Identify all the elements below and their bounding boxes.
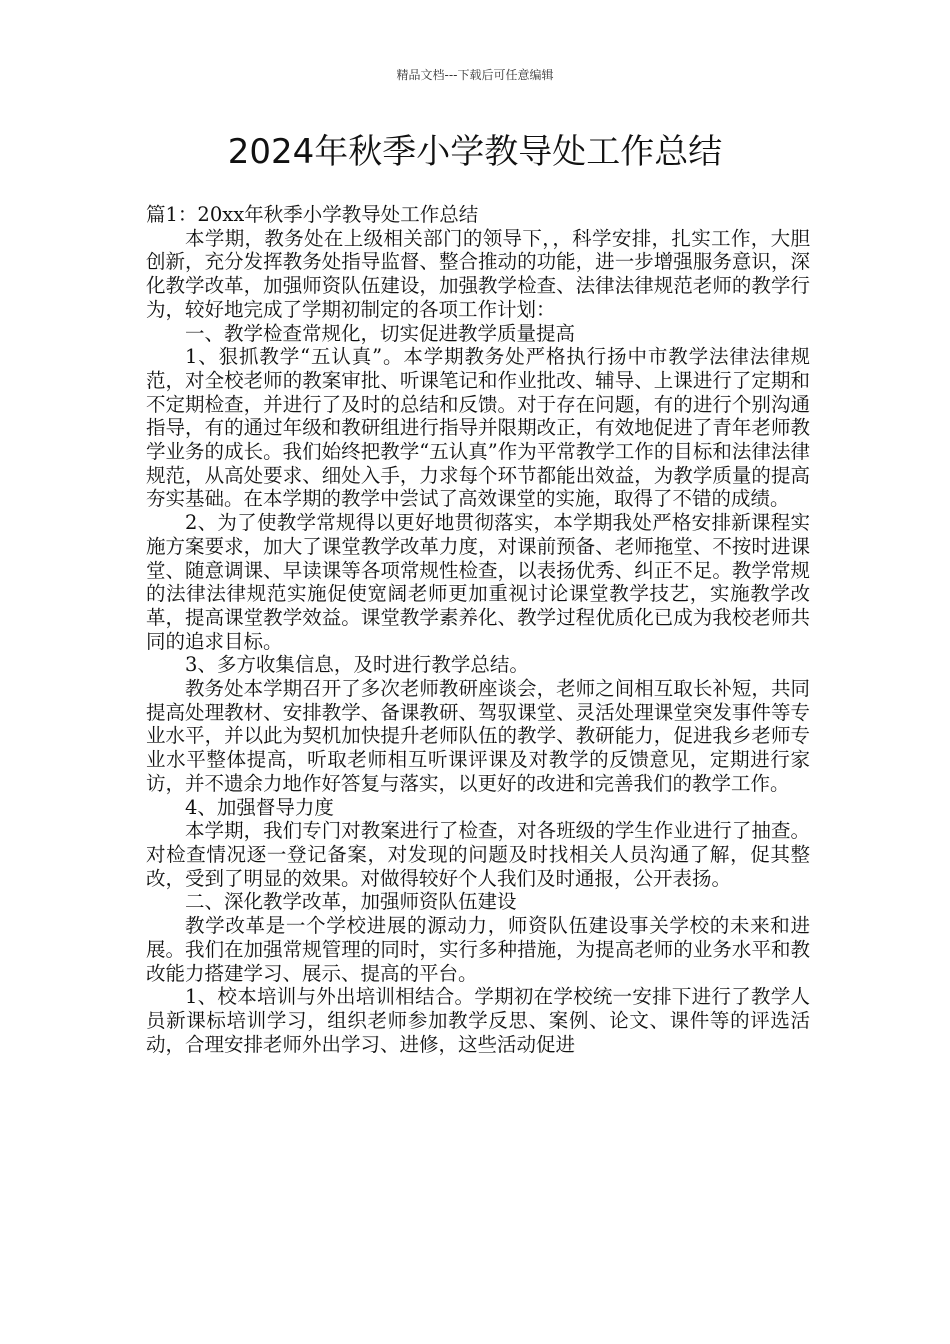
document-title: 2024年秋季小学教导处工作总结 bbox=[227, 132, 723, 172]
section-heading: 二、深化教学改革，加强师资队伍建设 bbox=[185, 890, 517, 914]
body-paragraph: 本学期，教务处在上级相关部门的领导下，，科学安排，扎实工作，大胆创新，充分发挥教务处指导监督、整合推动的功能，进一步增强服务意识，深化教学改革，加强师资队伍建设，加强教学检查、法律法律规范老师的教学行为，较好地完成了学期初制定的各项工作计划： bbox=[146, 226, 810, 321]
page-header: 精品文档---下载后可任意编辑 bbox=[396, 68, 554, 82]
section-heading: 一、教学检查常规化，切实促进教学质量提高 bbox=[185, 321, 576, 345]
subtitle-paragraph: 篇1：20xx年秋季小学教导处工作总结 bbox=[146, 203, 479, 226]
body-paragraph: 1、校本培训与外出培训相结合。学期初在学校统一安排下进行了教学人员新课标培训学习，组织老师参加教学反思、案例、论文、课件等的评选活动，合理安排老师外出学习、进修，这些活动促进 bbox=[146, 985, 810, 1056]
body-paragraph: 2、为了使教学常规得以更好地贯彻落实，本学期我处严格安排新课程实施方案要求，加大了课堂教学改革力度，对课前预备、老师拖堂、不按时进课堂、随意调课、早读课等各项常规性检查，以表扬优秀、纠正不足。教学常规的法律法律规范实施促使宽阔老师更加重视讨论课堂教学技艺，实施教学改革，提高课堂教学效益。课堂教学素养化、教学过程优质化已成为我校老师共同的追求目标。 bbox=[146, 511, 810, 653]
sub-heading: 4、加强督导力度 bbox=[185, 795, 334, 819]
body-paragraph: 本学期，我们专门对教案进行了检查，对各班级的学生作业进行了抽查。对检查情况逐一登记备案，对发现的问题及时找相关人员沟通了解，促其整改，受到了明显的效果。对做得较好个人我们及时通报，公开表扬。 bbox=[146, 819, 810, 890]
document-body bbox=[146, 203, 810, 1056]
body-paragraph: 教学改革是一个学校进展的源动力，师资队伍建设事关学校的未来和进展。我们在加强常规管理的同时，实行多种措施，为提高老师的业务水平和教改能力搭建学习、展示、提高的平台。 bbox=[146, 914, 810, 985]
body-paragraph: 1、狠抓教学“五认真”。本学期教务处严格执行扬中市教学法律法律规范，对全校老师的教案审批、听课笔记和作业批改、辅导、上课进行了定期和不定期检查，并进行了及时的总结和反馈。对于存在问题，有的进行个别沟通指导，有的通过年级和教研组进行指导并限期改正，有效地促进了青年老师教学业务的成长。我们始终把教学“五认真”作为平常教学工作的目标和法律法律规范，从高处要求、细处入手，力求每个环节都能出效益，为教学质量的提高夯实基础。在本学期的教学中尝试了高效课堂的实施，取得了不错的成绩。 bbox=[146, 345, 810, 511]
sub-heading: 3、多方收集信息，及时进行教学总结。 bbox=[185, 653, 529, 677]
body-paragraph: 教务处本学期召开了多次老师教研座谈会，老师之间相互取长补短，共同提高处理教材、安排教学、备课教研、驾驭课堂、灵活处理课堂突发事件等专业水平，并以此为契机加快提升老师队伍的教学、教研能力，促进我乡老师专业水平整体提高，听取老师相互听课评课及对教学的反馈意见，定期进行家访，并不遗余力地作好答复与落实，以更好的改进和完善我们的教学工作。 bbox=[146, 677, 810, 795]
